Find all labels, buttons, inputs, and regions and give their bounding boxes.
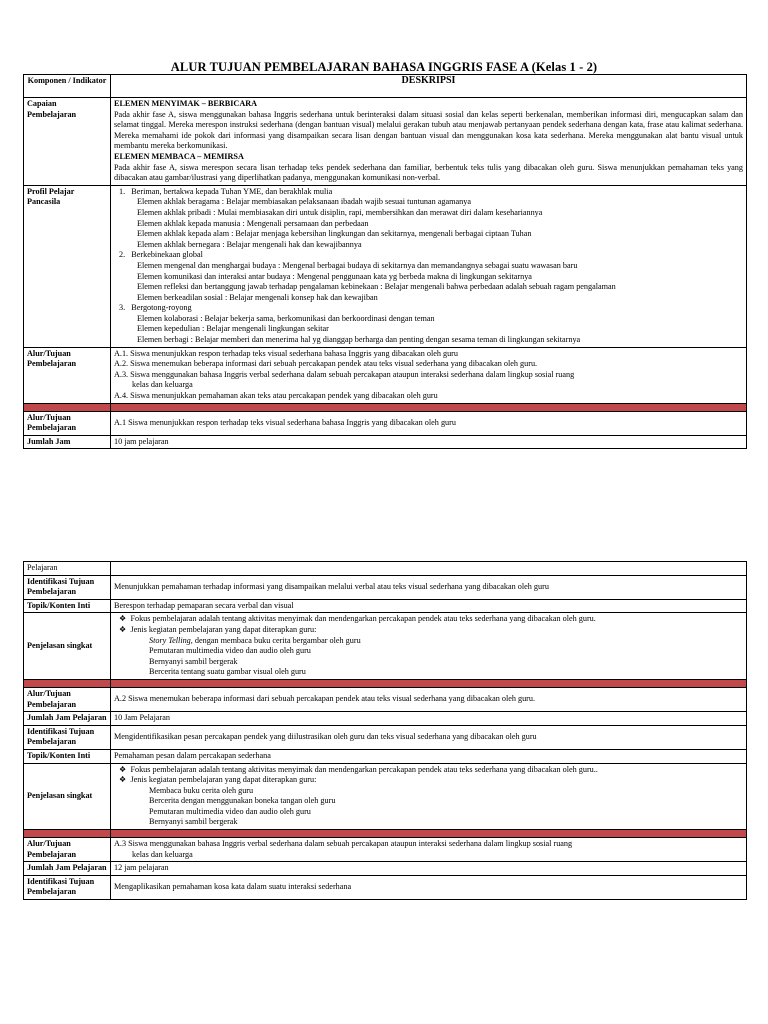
list-item: A.2. Siswa menemukan beberapa informasi dari sebuah percakapan pendek atau teks visual sederhana yang dibacakan oleh guru. [114,359,538,369]
list-item: Elemen kolaborasi : Belajar bekerja sama, berkomunikasi dan berkoordinasi dengan teman [137,313,435,323]
a3-identifikasi-value: Mengaplikasikan pemahaman kosa kata dalam suatu interaksi sederhana [111,875,747,899]
capaian-label: Capaian Pembelajaran [24,98,111,186]
elemen-membaca-title: ELEMEN MEMBACA – MEMIRSA [114,151,244,161]
list-item: A.1. Siswa menunjukkan respon terhadap teks visual sederhana bahasa Inggris yang dibacakan oleh guru [114,348,459,358]
elemen-menyimak-title: ELEMEN MENYIMAK – BERBICARA [114,99,258,108]
separator-row [24,403,747,411]
elemen-membaca-text: Pada akhir fase A, siswa merespon secara lisan terhadap teks pendek sederhana dan familiar, berbentuk teks tulis yang dibacakan oleh guru. Siswa menunjukkan pemahaman teks yang dibacakan atau gambar/ilustrasi yang diperlihatkan padanya, menggunakan komunikasi non-verbal. [114,162,743,183]
a2-identifikasi-value: Mengidentifikasikan pesan percakapan pendek yang diilustrasikan oleh guru dan teks visual sederhana yang dibacakan oleh guru [111,725,747,749]
a3-alur-row [24,838,747,862]
a1-identifikasi-row [24,575,747,599]
a3-identifikasi-label: Identifikasi Tujuan Pembelajaran [24,875,111,899]
list-item: Pemutaran multimedia video dan audio oleh guru [149,806,311,816]
a1-topik-value: Berespon terhadap pemaparan secara verbal dan visual [111,599,747,613]
list-item: Elemen akhlak kepada alam : Belajar menjaga kebersihan lingkungan dan sekitarnya, mengenali berbagai ciptaan Tuhan [137,229,532,239]
a3-alur-value: A.3 Siswa menggunakan bahasa Inggris verbal sederhana dalam sebuah percakapan ataupun interaksi sederhana dalam lingkup sosial ruang [114,839,573,849]
document-title: ALUR TUJUAN PEMBELAJARAN BAHASA INGGRIS FASE A (Kelas 1 - 2) [170,60,598,74]
a2-penjelasan-row [24,763,747,830]
a1-jam-value: 10 jam pelajaran [111,435,747,449]
list-item: Bernyanyi sambil bergerak [149,656,238,666]
list-item: Elemen refleksi dan bertanggung jawab terhadap pengalaman kebinekaan : Belajar mengenali bahwa perbedaan adalah sebuah ragam pengalaman [137,282,616,292]
diamond-bullet-icon: ❖ [119,764,127,774]
diamond-bullet-icon: ❖ [119,775,127,785]
a3-alur-value-cont: kelas dan keluarga [132,849,193,859]
a2-identifikasi-label: Identifikasi Tujuan Pembelajaran [24,725,111,749]
separator-row [24,679,747,687]
alur-list-content [111,347,747,403]
diamond-bullet-icon: ❖ [119,614,127,624]
a2-alur-row [24,687,747,711]
a3-jam-value: 12 jam pelajaran [111,862,747,876]
profil-label: Profil Pelajar Pancasila [24,185,111,347]
list-item: A.3. Siswa menggunakan bahasa Inggris verbal sederhana dalam sebuah percakapan ataupun interaksi sederhana dalam lingkup sosial ruang [114,369,575,379]
list-item: ❖ Fokus pembelajaran adalah tentang aktivitas menyimak dan mendengarkan percakapan pendek atau teks sederhana yang dibacakan oleh guru. [119,614,596,624]
a1-penjelasan-row [24,613,747,680]
list-item: Elemen mengenal dan menghargai budaya : Mengenal berbagai budaya di sekitarnya dan memandangnya sebagai suatu wawasan baru [137,260,578,270]
a1-penjelasan-label: Penjelasan singkat [24,613,111,680]
list-item: Pemutaran multimedia video dan audio oleh guru [149,646,311,656]
diamond-bullet-icon: ❖ [119,624,127,634]
a3-identifikasi-row [24,875,747,899]
profil-group-3-title: 3. Bergotong-royong [119,303,192,313]
a3-alur-content [111,838,747,862]
alur-list-label: Alur/Tujuan Pembelajaran [24,347,111,403]
a1-identifikasi-label: Identifikasi Tujuan Pembelajaran [24,575,111,599]
list-item: kelas dan keluarga [132,380,193,390]
atp-table-main [23,74,747,449]
a2-jam-value: 10 Jam Pelajaran [111,712,747,726]
a1-pelajaran-row [24,562,747,576]
a2-topik-label: Topik/Konten Inti [24,749,111,763]
table-header-row [24,75,747,98]
a2-jam-label: Jumlah Jam Pelajaran [24,712,111,726]
list-item: Elemen berbagi : Belajar memberi dan menerima hal yg dianggap berharga dan penting dengan sesama teman di lingkungan sekitarnya [137,335,581,345]
separator-row [24,830,747,838]
a2-penjelasan-content [111,763,747,830]
a2-alur-label: Alur/Tujuan Pembelajaran [24,687,111,711]
a1-jam-label: Jumlah Jam [24,435,111,449]
a2-topik-value: Pemahaman pesan dalam percakapan sederhana [111,749,747,763]
a1-pelajaran-label: Pelajaran [24,562,111,576]
capaian-content [111,98,747,186]
a1-identifikasi-value: Menunjukkan pemahaman terhadap informasi yang disampaikan melalui verbal atau teks visual sederhana yang dibacakan oleh guru [111,575,747,599]
profil-row [24,185,747,347]
list-item: Elemen akhlak pribadi : Mulai membiasakan diri untuk disiplin, rapi, membersihkan dan merawat diri dalam kesehariannya [137,207,543,217]
a1-alur-row [24,411,747,435]
a2-penjelasan-label: Penjelasan singkat [24,763,111,830]
a1-jam-row [24,435,747,449]
profil-group-1-title: 1. Beriman, bertakwa kepada Tuhan YME, dan berakhlak mulia [119,186,333,196]
list-item: ❖ Jenis kegiatan pembelajaran yang dapat diterapkan guru: [119,775,317,785]
alur-list-row [24,347,747,403]
elemen-menyimak-text: Pada akhir fase A, siswa menggunakan bahasa Inggris sederhana untuk berinteraksi dalam situasi sosial dan kelas seperti berkenalan, memberikan informasi diri, mengucapkan salam dan selamat tinggal. Mereka merespon instruksi sederhana (dengan bantuan visual) melalui gerakan tubuh atau menjawab pertanyaan pendek sederhana dengan kata, frase atau kalimat sederhana. Mereka memahami ide pokok dari informasi yang disampaikan secara lisan dengan bantuan visual dan menggunakan kosa kata sederhana. Mereka menggunakan alat bantu visual untuk membantu mereka berkomunikasi. [114,109,743,151]
list-item: Bercerita tentang suatu gambar visual oleh guru [149,667,306,677]
atp-table-detail [23,561,747,900]
a2-identifikasi-row [24,725,747,749]
profil-content [111,185,747,347]
a3-jam-label: Jumlah Jam Pelajaran [24,862,111,876]
list-item: A.4. Siswa menunjukkan pemahaman akan teks atau percakapan pendek yang dibacakan oleh guru [114,391,438,401]
list-item: Elemen kepedulian : Belajar mengenali lingkungan sekitar [137,324,329,334]
a1-alur-label: Alur/Tujuan Pembelajaran [24,411,111,435]
list-item: Elemen akhlak bernegara : Belajar mengenali hak dan kewajibannya [137,239,362,249]
a3-alur-label: Alur/Tujuan Pembelajaran [24,838,111,862]
capaian-row [24,98,747,186]
list-item: Elemen berkeadilan sosial : Belajar mengenali konsep hak dan kewajiban [137,292,378,302]
list-item: Elemen akhlak beragama : Belajar membiasakan pelaksanaan ibadah wajib sesuai tuntunan agamanya [137,197,471,207]
header-komponen: Komponen / Indikator [24,75,111,98]
profil-group-2-title: 2. Berkebinekaan global [119,250,203,260]
a2-jam-row [24,712,747,726]
list-item: Bercerita dengan menggunakan boneka tangan oleh guru [149,796,336,806]
list-item: Story Telling, dengan membaca buku cerita bergambar oleh guru [149,635,361,645]
list-item: Elemen akhlak kepada manusia : Mengenali persamaan dan perbedaan [137,218,369,228]
a2-alur-value: A.2 Siswa menemukan beberapa informasi dari sebuah percakapan pendek atau teks visual sederhana yang dibacakan oleh guru. [111,687,747,711]
list-item: ❖ Fokus pembelajaran adalah tentang aktivitas menyimak dan mendengarkan percakapan pendek atau teks sederhana yang dibacakan oleh guru.. [119,764,598,774]
a3-jam-row [24,862,747,876]
list-item: Membaca buku cerita oleh guru [149,785,254,795]
a1-alur-value: A.1 Siswa menunjukkan respon terhadap teks visual sederhana bahasa Inggris yang dibacakan oleh guru [111,411,747,435]
list-item: ❖ Jenis kegiatan pembelajaran yang dapat diterapkan guru: [119,624,317,634]
a1-topik-label: Topik/Konten Inti [24,599,111,613]
a1-penjelasan-content [111,613,747,680]
list-item: Elemen komunikasi dan interaksi antar budaya : Mengenal penggunaan kata yg berbeda makna di lingkungan sekitarnya [137,271,532,281]
list-item: Bernyanyi sambil bergerak [149,817,238,827]
header-deskripsi: DESKRIPSI [111,75,747,98]
a1-topik-row [24,599,747,613]
a2-topik-row [24,749,747,763]
